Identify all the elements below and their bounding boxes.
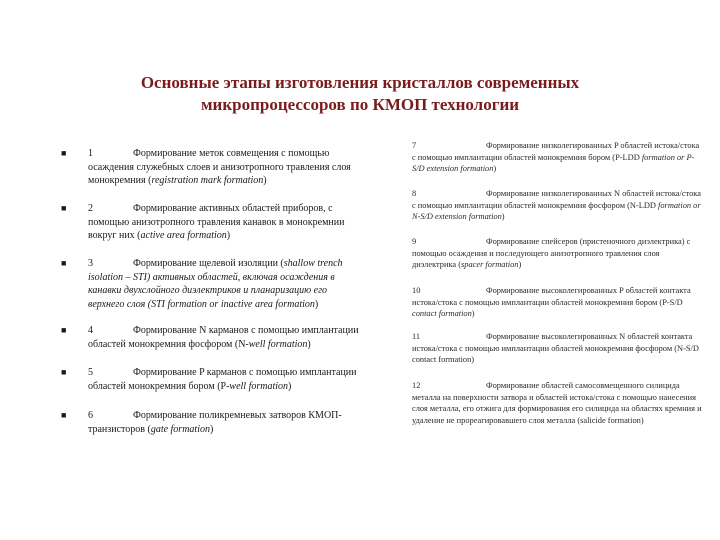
list-item bbox=[61, 257, 360, 311]
item-text: Формирование поликремневых затворов КМОП-транзисторов ( bbox=[88, 410, 342, 435]
item-number: 2 bbox=[88, 203, 93, 214]
bullet-icon: ■ bbox=[61, 148, 67, 158]
list-item bbox=[61, 202, 360, 243]
item-number: 11 bbox=[412, 332, 421, 341]
item-number: 5 bbox=[88, 367, 93, 378]
item-text: Формирование низколегированных P областей истока/стока с помощью имплантации областей монокремния бором (P-LDD bbox=[412, 141, 700, 162]
bullet-icon: ■ bbox=[61, 203, 67, 213]
list-item bbox=[61, 366, 360, 393]
item-text: Формирование активных областей приборов, с помощью анизотропного травления канавок в монокремнии вокруг них ( bbox=[88, 203, 345, 242]
item-number: 7 bbox=[412, 141, 417, 150]
item-tail: ) bbox=[226, 230, 231, 242]
list-item bbox=[412, 140, 704, 175]
bullet-icon: ■ bbox=[61, 258, 67, 268]
list-item bbox=[412, 331, 704, 366]
item-text: Формирование высоколегированных P областей контакта истока/стока с помощью имплантации областей монокремния бором (P-S/D bbox=[412, 286, 691, 307]
bullet-icon: ■ bbox=[61, 367, 67, 377]
item-tail: ) bbox=[314, 298, 319, 310]
item-english: shallow trench isolation – STI) активных областей, включая осаждения в канавки двухслойного диэлектриков и планаризацию его верхнего слоя (STI formation or inactive area formation bbox=[88, 258, 343, 310]
list-item bbox=[412, 188, 704, 223]
item-english: well formation bbox=[248, 338, 308, 350]
list-item bbox=[61, 324, 360, 351]
bullet-icon: ■ bbox=[61, 410, 67, 420]
item-english: contact formation bbox=[412, 309, 472, 319]
item-tail: ) bbox=[288, 380, 292, 392]
item-english: formation or P-S/D extension formation bbox=[412, 152, 695, 174]
item-number: 10 bbox=[412, 286, 421, 295]
item-text: Формирование щелевой изоляции ( bbox=[133, 258, 284, 269]
item-tail: ) bbox=[493, 164, 497, 174]
item-tail: ) bbox=[263, 175, 267, 187]
item-english: gate formation bbox=[150, 423, 210, 435]
item-text: Формирование спейсеров (пристеночного диэлектрика) с помощью осаждения и последующего анизотропного травления слоя диэлектрика ( bbox=[412, 237, 691, 270]
list-item bbox=[61, 147, 360, 188]
item-number: 1 bbox=[88, 148, 93, 159]
list-item bbox=[412, 236, 704, 271]
item-text: Формирование высоколегированных N областей контакта истока/стока с помощью имплантации областей монокремния фосфором (N-S/D contact formation) bbox=[412, 332, 699, 365]
item-text: Формирование N карманов с помощью имплантации областей монокремния фосфором (N- bbox=[88, 325, 359, 350]
item-number: 12 bbox=[412, 381, 421, 390]
item-number: 4 bbox=[88, 325, 93, 336]
item-number: 3 bbox=[88, 258, 93, 269]
item-number: 8 bbox=[412, 189, 417, 198]
list-item bbox=[412, 380, 704, 426]
item-text: Формирование P карманов с помощью имплантации областей монокремния бором (P- bbox=[88, 367, 357, 392]
item-english: formation or N-S/D extension formation bbox=[412, 200, 701, 222]
item-text: Формирование меток совмещения с помощью осаждения служебных слоев и анизотропного травления слоя монокремния ( bbox=[88, 148, 351, 187]
title-line-2: микропроцессоров по КМОП технологии bbox=[200, 95, 520, 114]
item-number: 6 bbox=[88, 410, 93, 421]
item-english: well formation bbox=[229, 380, 289, 392]
item-english: registration mark formation bbox=[151, 175, 264, 187]
title-line-1: Основные этапы изготовления кристаллов современных bbox=[140, 73, 580, 92]
item-tail: ) bbox=[471, 309, 475, 319]
bullet-icon: ■ bbox=[61, 325, 67, 335]
list-item bbox=[61, 409, 360, 436]
item-text: Формирование низколегированных N областей истока/стока с помощью имплантации областей монокремния фосфором (N-LDD bbox=[412, 189, 701, 210]
list-item bbox=[412, 285, 704, 320]
item-tail: ) bbox=[307, 338, 311, 350]
page-title bbox=[60, 72, 660, 116]
item-english: spacer formation bbox=[461, 260, 519, 270]
item-tail: ) bbox=[501, 212, 505, 222]
item-tail: ) bbox=[518, 260, 522, 270]
item-number: 9 bbox=[412, 237, 417, 246]
item-text: Формирование областей самосовмещенного силицида металла на поверхности затвора и областей истока/стока с помощью нанесения слоя металла, его отжига для формирования его силицида на областях кремния и удаление не прореагировавшего слоя металла (salicide formation) bbox=[412, 381, 702, 425]
item-english: active area formation bbox=[140, 230, 227, 242]
item-tail: ) bbox=[209, 423, 214, 435]
